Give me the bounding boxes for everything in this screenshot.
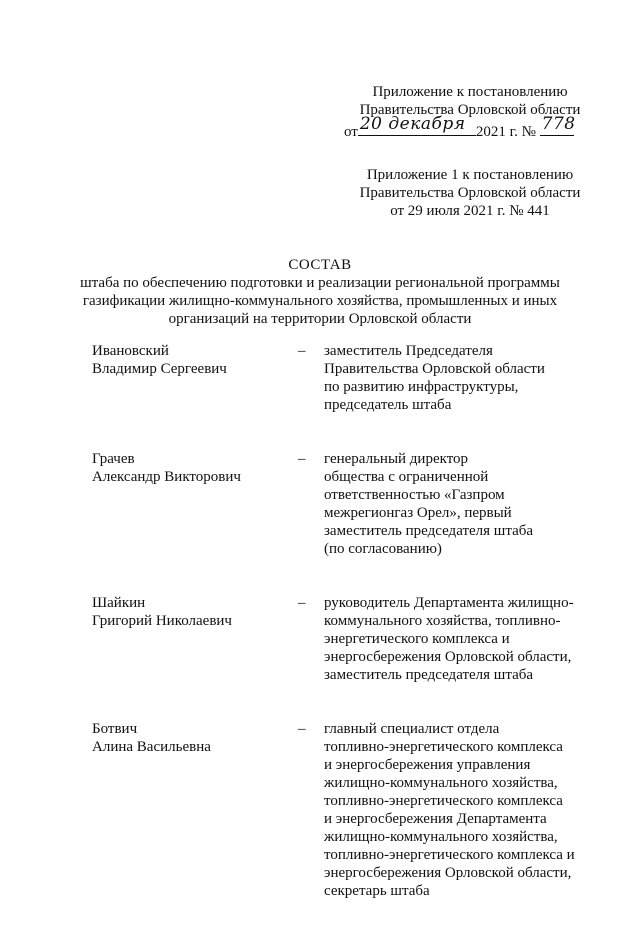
role-line: Правительства Орловской области (324, 361, 545, 377)
previous-line-3: от 29 июля 2021 г. № 441 (390, 203, 550, 219)
role-line: топливно-энергетического комплекса (324, 739, 563, 755)
member-name (92, 720, 292, 900)
title-heading: СОСТАВ (288, 257, 352, 273)
date-prefix: от (344, 124, 358, 140)
member-given-names: Александр Викторович (92, 469, 241, 485)
member-surname: Ивановский (92, 343, 169, 359)
handwritten-date: 20 декабря (359, 114, 466, 134)
role-line: энергетического комплекса и (324, 631, 510, 647)
role-line: по развитию инфраструктуры, (324, 379, 519, 395)
title-line-3: организаций на территории Орловской области (168, 311, 472, 327)
member-name (92, 594, 292, 684)
member-name (92, 450, 292, 558)
member-entry (92, 342, 612, 414)
member-entry (92, 594, 612, 684)
previous-line-2: Правительства Орловской области (359, 185, 581, 201)
role-line: энергосбережения Орловской области, (324, 865, 572, 881)
member-entry (92, 450, 612, 558)
role-line: руководитель Департамента жилищно- (324, 595, 574, 611)
role-line: общества с ограниченной (324, 469, 489, 485)
role-line: генеральный директор (324, 451, 469, 467)
role-line: председатель штаба (324, 397, 452, 413)
previous-line-1: Приложение 1 к постановлению (366, 167, 574, 183)
role-line: жилищно-коммунального хозяйства, (324, 775, 558, 791)
member-surname: Ботвич (92, 721, 138, 737)
member-role (324, 594, 612, 684)
header-line-1: Приложение к постановлению (372, 84, 568, 100)
member-dash: – (298, 343, 306, 359)
role-line: и энергосбережения управления (324, 757, 531, 773)
previous-annex-header (345, 166, 595, 220)
member-given-names: Григорий Николаевич (92, 613, 232, 629)
header-line-2: Правительства Орловской области (359, 102, 581, 118)
title-line-1: штаба по обеспечению подготовки и реализации региональной программы (80, 275, 560, 291)
member-entry (92, 720, 612, 900)
document-title (0, 256, 640, 328)
role-line: коммунального хозяйства, топливно- (324, 613, 561, 629)
role-line: энергосбережения Орловской области, (324, 649, 572, 665)
approval-header (340, 83, 600, 141)
role-line: секретарь штаба (324, 883, 430, 899)
role-line: топливно-энергетического комплекса и (324, 847, 575, 863)
role-line: межрегионгаз Орел», первый (324, 505, 512, 521)
date-blank (358, 114, 476, 136)
member-surname: Шайкин (92, 595, 146, 611)
role-line: заместитель председателя штаба (324, 667, 534, 683)
handwritten-number: 778 (541, 114, 576, 134)
member-dash: – (298, 595, 306, 611)
role-line: жилищно-коммунального хозяйства, (324, 829, 558, 845)
member-name (92, 342, 292, 414)
role-line: топливно-энергетического комплекса (324, 793, 563, 809)
role-line: (по согласованию) (324, 541, 442, 557)
role-line: заместитель Председателя (324, 343, 493, 359)
member-role (324, 342, 612, 414)
member-surname: Грачев (92, 451, 135, 467)
members-list (92, 342, 612, 936)
header-date-line (340, 114, 600, 141)
title-line-2: газификации жилищно-коммунального хозяйства, промышленных и иных (82, 293, 558, 309)
member-given-names: Владимир Сергеевич (92, 361, 227, 377)
role-line: ответственностью «Газпром (324, 487, 505, 503)
number-blank (540, 114, 576, 136)
member-dash: – (298, 721, 306, 737)
role-line: главный специалист отдела (324, 721, 500, 737)
member-role (324, 720, 612, 900)
member-role (324, 450, 612, 558)
role-line: и энергосбережения Департамента (324, 811, 547, 827)
member-given-names: Алина Васильевна (92, 739, 211, 755)
member-dash: – (298, 451, 306, 467)
role-line: заместитель председателя штаба (324, 523, 534, 539)
date-year: 2021 г. № (475, 124, 536, 140)
